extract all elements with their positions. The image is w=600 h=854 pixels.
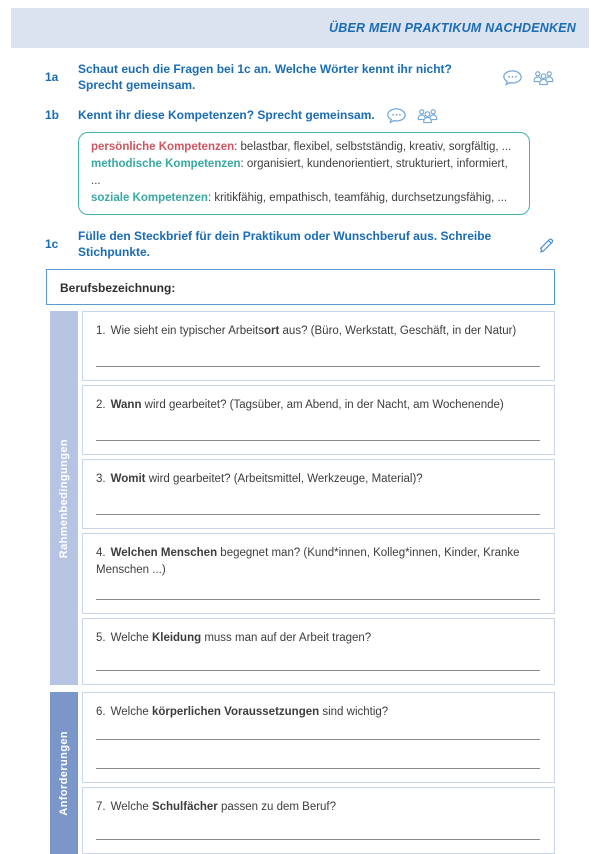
competency-label-personal: persönliche Kompetenzen <box>91 141 235 154</box>
question-text <box>96 704 540 720</box>
answer-area <box>96 514 540 515</box>
worksheet-page <box>0 8 600 816</box>
section-sidebar <box>50 311 78 685</box>
question-keyword: Kleidung <box>151 632 202 645</box>
answer-line[interactable] <box>96 670 540 671</box>
question-row <box>82 459 555 529</box>
question-post: passen zu dem Beruf? <box>217 801 337 814</box>
question-text <box>96 471 540 487</box>
question-number: 1. <box>96 325 106 338</box>
competency-line <box>91 190 517 207</box>
question-post: aus? (Büro, Werkstatt, Geschäft, in der Natur) <box>279 325 517 338</box>
section-rahmenbedingungen <box>50 311 555 685</box>
job-title-label: Berufsbezeichnung: <box>60 281 176 296</box>
answer-line[interactable] <box>96 440 540 441</box>
question-row <box>82 787 555 854</box>
job-title-box <box>46 269 555 305</box>
section-label: Rahmenbedingungen <box>58 438 70 559</box>
competency-line <box>91 156 517 190</box>
competency-values: : organisiert, kundenorientiert, strukturiert, informiert, ... <box>91 158 508 188</box>
answer-line[interactable] <box>96 599 540 600</box>
question-pre: Welche <box>110 632 152 645</box>
task-icon-group <box>538 236 555 253</box>
section-label: Anforderungen <box>58 731 70 816</box>
speech-bubble-icon <box>386 107 407 124</box>
task-instruction: Kennt ihr diese Kompetenzen? Sprecht gemeinsam. <box>78 107 375 122</box>
questions-area <box>50 311 555 854</box>
question-row <box>82 692 555 783</box>
question-text <box>96 397 540 413</box>
speech-bubble-icon <box>502 69 523 86</box>
answer-line[interactable] <box>96 514 540 515</box>
question-text <box>96 799 540 815</box>
group-icon <box>416 107 439 124</box>
question-keyword: Wann <box>110 399 142 412</box>
question-pre: Welche <box>110 801 152 814</box>
question-pre: Wie sieht ein typischer Arbeits <box>110 325 264 338</box>
question-row <box>82 311 555 381</box>
task-instruction: Fülle den Steckbrief für dein Praktikum oder Wunschberuf aus. Schreibe Stichpunkte. <box>78 229 492 259</box>
answer-area <box>96 670 540 671</box>
competency-label-social: soziale Kompetenzen <box>91 192 208 205</box>
answer-area <box>96 739 540 769</box>
question-number: 7. <box>96 801 106 814</box>
task-icon-group <box>502 69 555 86</box>
pencil-icon <box>538 236 555 253</box>
question-pre: Welche <box>110 706 152 719</box>
section-rows <box>82 692 555 854</box>
task-list <box>45 62 555 260</box>
section-anforderungen <box>50 692 555 854</box>
question-number: 4. <box>96 547 106 560</box>
answer-line[interactable] <box>96 739 540 740</box>
question-post: muss man auf der Arbeit tragen? <box>201 632 372 645</box>
question-keyword: Schulfächer <box>151 801 218 814</box>
task-number: 1c <box>45 237 59 252</box>
question-keyword: Welchen Menschen <box>110 547 218 560</box>
answer-area <box>96 599 540 600</box>
question-row <box>82 618 555 685</box>
question-keyword: Womit <box>110 473 146 486</box>
competency-values: : kritikfähig, empathisch, teamfähig, durchsetzungsfähig, ... <box>207 192 508 205</box>
answer-area <box>96 839 540 840</box>
question-number: 3. <box>96 473 106 486</box>
competency-info-box <box>78 132 530 215</box>
competency-values: : belastbar, flexibel, selbstständig, kreativ, sorgfältig, ... <box>234 141 512 154</box>
page-title: ÜBER MEIN PRAKTIKUM NACHDENKEN <box>329 21 576 35</box>
competency-line <box>91 139 517 156</box>
question-post: sind wichtig? <box>319 706 389 719</box>
group-icon <box>532 69 555 86</box>
question-number: 5. <box>96 632 106 645</box>
question-text <box>96 323 540 339</box>
section-rows <box>82 311 555 685</box>
question-row <box>82 385 555 455</box>
job-title-field[interactable] <box>183 278 541 292</box>
section-sidebar <box>50 692 78 854</box>
question-keyword: ort <box>264 325 280 338</box>
question-number: 6. <box>96 706 106 719</box>
task-1a <box>45 62 555 93</box>
answer-area <box>96 366 540 367</box>
task-instruction: Schaut euch die Fragen bei 1c an. Welche Wörter kennt ihr nicht? Sprecht gemeinsam. <box>78 62 452 92</box>
task-number: 1b <box>45 107 60 122</box>
answer-area <box>96 440 540 441</box>
answer-line[interactable] <box>96 839 540 840</box>
header-bar <box>11 8 589 48</box>
question-row <box>82 533 555 614</box>
competency-label-methodical: methodische Kompetenzen <box>91 158 241 171</box>
question-text <box>96 630 540 646</box>
question-keyword: körperlichen Voraussetzungen <box>151 706 320 719</box>
answer-line[interactable] <box>96 366 540 367</box>
question-number: 2. <box>96 399 106 412</box>
question-post: wird gearbeitet? (Arbeitsmittel, Werkzeuge, Material)? <box>145 473 423 486</box>
question-text <box>96 545 528 578</box>
task-1b <box>45 107 555 124</box>
question-post: begegnet man? (Kund*innen, Kolleg*innen, Kinder, Kranke Menschen ...) <box>96 547 520 576</box>
task-number: 1a <box>45 69 59 84</box>
answer-line[interactable] <box>96 768 540 769</box>
task-icon-group <box>386 107 439 124</box>
question-post: wird gearbeitet? (Tagsüber, am Abend, in der Nacht, am Wochenende) <box>141 399 504 412</box>
task-1c <box>45 229 555 260</box>
